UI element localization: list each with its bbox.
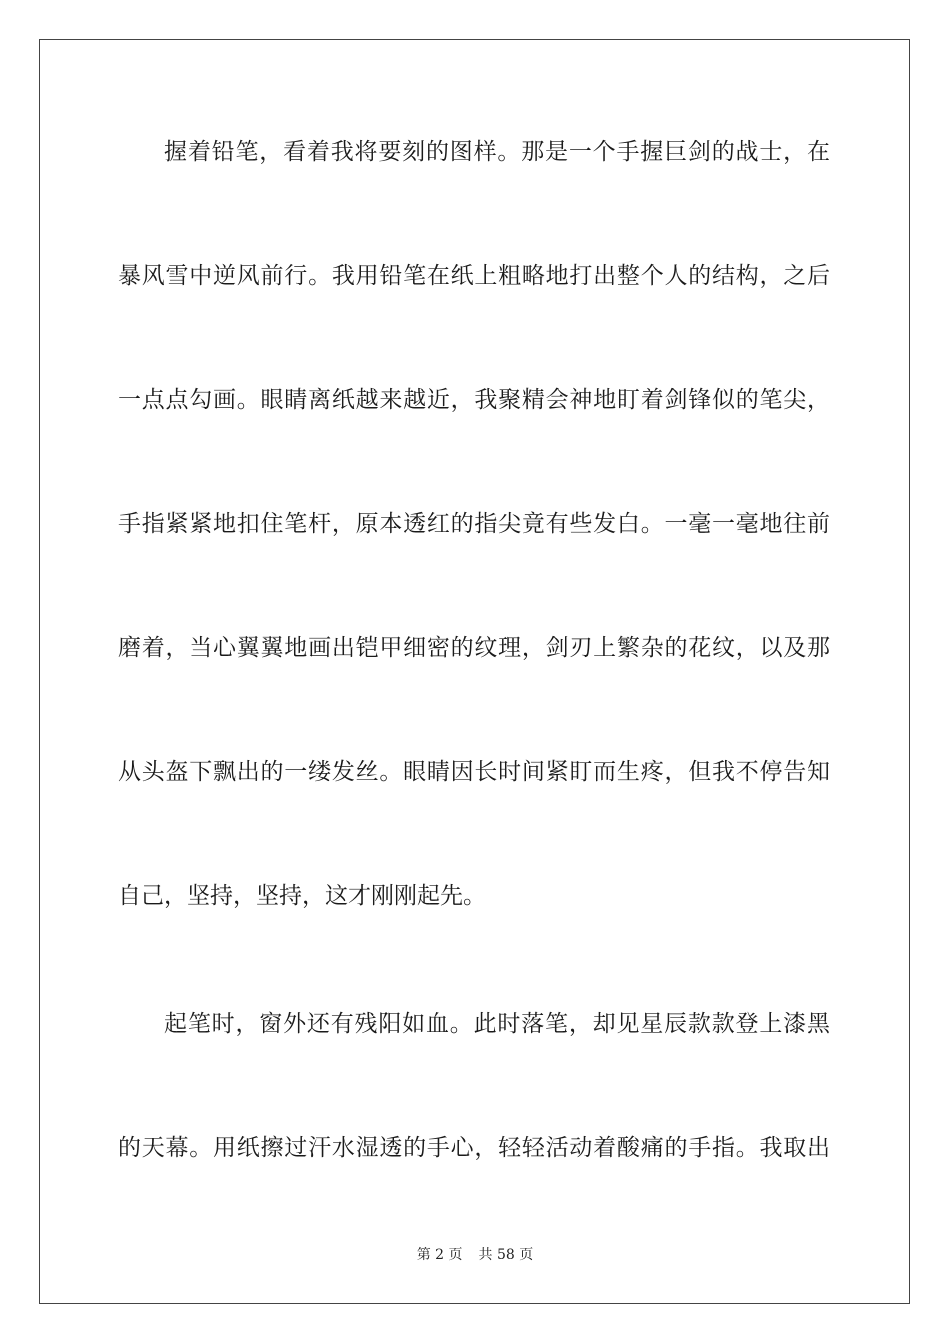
paragraph-1-line-7: 自己，坚持，坚持，这才刚刚起先。	[118, 883, 486, 909]
paragraph-2-line-1: 起笔时，窗外还有残阳如血。此时落笔，却见星辰款款登上漆黑	[164, 1011, 830, 1037]
page-border	[39, 39, 910, 1304]
paragraph-1-line-2: 暴风雪中逆风前行。我用铅笔在纸上粗略地打出整个人的结构，之后	[118, 263, 830, 289]
paragraph-1-line-4: 手指紧紧地扣住笔杆，原本透红的指尖竟有些发白。一毫一毫地往前	[118, 511, 830, 537]
paragraph-1-line-1: 握着铅笔，看着我将要刻的图样。那是一个手握巨剑的战士，在	[164, 139, 830, 165]
paragraph-1-line-3: 一点点勾画。眼睛离纸越来越近，我聚精会神地盯着剑锋似的笔尖，	[118, 387, 830, 413]
paragraph-1-line-6: 从头盔下飘出的一缕发丝。眼睛因长时间紧盯而生疼，但我不停告知	[118, 759, 830, 785]
total-pages: 共 58 页	[478, 1247, 534, 1263]
paragraph-2-line-2: 的天幕。用纸擦过汗水湿透的手心，轻轻活动着酸痛的手指。我取出	[118, 1135, 830, 1161]
page-number: 第 2 页	[416, 1247, 463, 1263]
paragraph-1-line-5: 磨着，当心翼翼地画出铠甲细密的纹理，剑刃上繁杂的花纹，以及那	[118, 635, 830, 661]
page-footer	[0, 1246, 950, 1264]
